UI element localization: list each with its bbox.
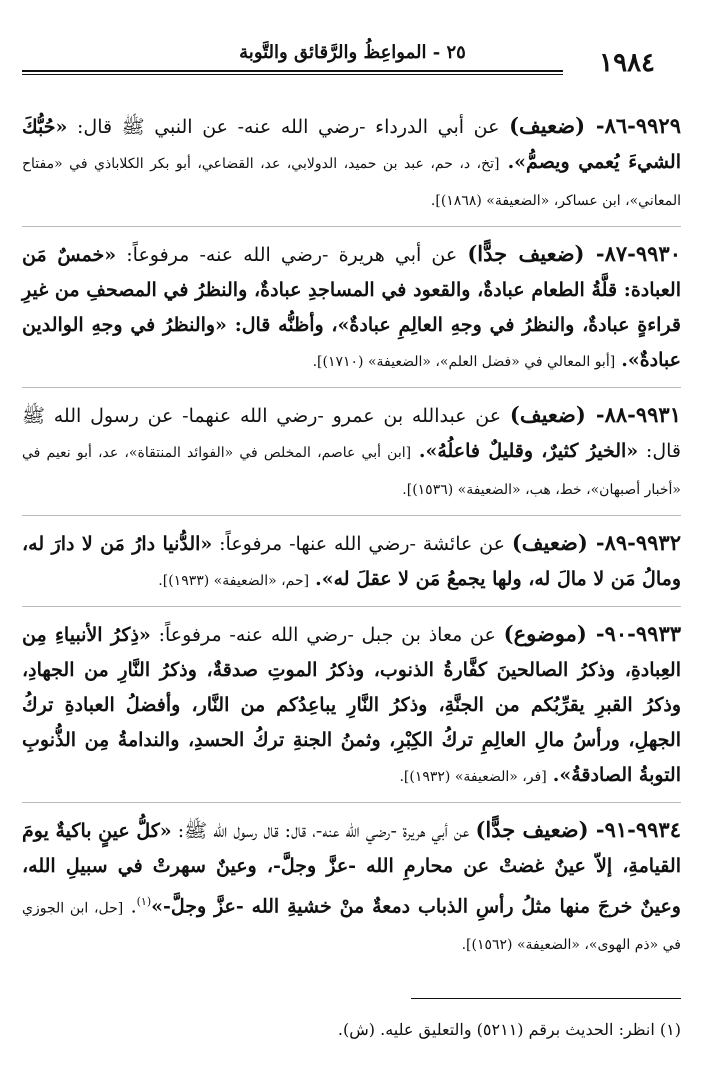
hadith-number: ٩٩٣٠-٨٧- (ضعيف جدًّا) (467, 241, 681, 266)
hadith-sources: [تخ، د، حم، عبد بن حميد، الدولابي، عد، القضاعي، أبو بكر الكلاباذي في «مفتاح المعاني»، ابن عساكر، «الضعيفة» (١٨٦٨)]. (22, 156, 681, 209)
footnote: (١) انظر: الحديث برقم (٥٢١١) والتعليق عليه. (ش). (337, 1020, 681, 1039)
running-title: ٢٥ - المواعِظُ والرَّقائق والتَّوبة (239, 42, 466, 63)
hadith-entry-9930 (22, 236, 681, 388)
hadith-sources: [ابن أبي عاصم، المخلص في «الفوائد المنتقاة»، عد، أبو نعيم في «أخبار أصبهان»، خط، هب، «الضعيفة» (١٥٣٦)]. (22, 445, 681, 498)
hadith-entry-9931 (22, 397, 681, 516)
hadith-sources: [حم، «الضعيفة» (١٩٣٣)]. (158, 573, 310, 589)
hadith-number: ٩٩٢٩-٨٦- (ضعيف) (509, 113, 681, 138)
footnote-rule (411, 998, 681, 999)
hadith-text: «الخيرُ كثيرٌ، وقليلٌ فاعلُهُ». (418, 440, 639, 462)
hadith-sources: [أبو المعالي في «فضل العلم»، «الضعيفة» (١٧١٠)]. (312, 354, 616, 370)
hadith-text: «الدُّنيا دارُ مَن لا دارَ له، ومالُ مَن لا مالَ له، ولها يجمعُ مَن لا عقلَ له». (22, 533, 681, 590)
hadith-number: ٩٩٣٣-٩٠- (موضوع) (503, 621, 682, 646)
hadith-number: ٩٩٣٢-٨٩- (ضعيف) (511, 530, 681, 555)
hadith-chain: عن أبي هريرة -رضي الله عنه- مرفوعاً: (126, 244, 458, 266)
hadith-number: ٩٩٣٤-٩١- (ضعيف جدًّا) (475, 817, 681, 842)
hadith-number: ٩٩٣١-٨٨- (ضعيف) (509, 402, 681, 427)
hadith-chain: عن عائشة -رضي الله عنها- مرفوعاً: (219, 533, 505, 555)
hadith-chain: عن عبدالله بن عمرو -رضي الله عنهما- عن رسول الله ﷺ قال: (22, 405, 681, 462)
hadith-chain: عن أبي هريرة -رضي الله عنه-، قال: قال رسول الله ﷺ: (177, 820, 470, 842)
hadith-sources: [حل، ابن الجوزي في «ذم الهوى»، «الضعيفة» (١٥٦٢)]. (22, 900, 681, 954)
hadith-entry-9934: ٩٩٣٤-٩١- (ضعيف جدًّا) عن أبي هريرة -رضي الله عنه-، قال: قال رسول الله ﷺ: «كلُّ عينٍ باكيةٌ يومَ القيامةِ، إلاّ عينٌ غضتْ عن محارمِ الله -عزَّ وجلَّ-، وعينٌ سهرتْ في سبيلِ الله، وعينٌ خرجَ منها مثلُ رأسِ الذباب دمعةٌ منْ خشيةِ الله -عزَّ وجلَّ-»$^{(١)}$. [حل، ابن الجوزي في «ذم الهوى»، «الضعيفة» (١٥٦٢)]. (22, 817, 681, 954)
hadith-chain: عن أبي الدرداء -رضي الله عنه- عن النبي ﷺ قال: (76, 116, 500, 138)
hadith-list (22, 108, 681, 979)
hadith-text: «حُبُّكَ الشيءَ يُعمي ويصمُّ». (22, 116, 681, 173)
hadith-text: «كلُّ عينٍ باكيةٌ يومَ القيامةِ، إلاّ عينٌ غضتْ عن محارمِ الله -عزَّ وجلَّ-، وعينٌ سهرتْ في سبيلِ الله، وعينٌ خرجَ منها مثلُ رأسِ الذباب دمعةٌ منْ خشيةِ الله -عزَّ وجلَّ-» (22, 820, 681, 918)
page-header (22, 42, 683, 78)
hadith-entry-9932 (22, 525, 681, 607)
hadith-chain: عن معاذ بن جبل -رضي الله عنه- مرفوعاً: (158, 624, 496, 646)
hadith-entry-9929 (22, 108, 681, 227)
footnote-ref[interactable]: (١) (136, 895, 152, 908)
header-rule (22, 70, 563, 75)
hadith-text: «ذِكرُ الأنبياءِ مِن العِبادةِ، وذكرُ الصالحينَ كفَّارةُ الذنوب، وذكرُ الموتِ صدقةٌ، وذكرُ النَّارِ من الجهادِ، وذكرُ القبرِ يقرِّبُكم من الجنَّةِ، وذكرُ النَّارِ يباعِدُكم من النَّار، وأفضلُ العبادةِ تركُ الجهلِ، ورأسُ مالِ العالِمِ تركُ الكِبْرِ، وثمنُ الجنةِ تركُ الحسدِ، والندامةُ مِن الذُّنوبِ التوبةُ الصادقةُ». (22, 624, 681, 786)
hadith-sources: [فر، «الضعيفة» (١٩٣٢)]. (399, 769, 547, 785)
hadith-text: «خمسٌ مَن العبادة: قلَّةُ الطعام عبادةٌ، والقعود في المساجدِ عبادةٌ، والنظرُ في المصحفِ من غيرِ قراءةٍ عبادةٌ، والنظرُ في وجهِ العالِمِ عبادةٌ»، وأظنُّه قال: «والنظرُ في وجهِ الوالدين عبادةٌ». (22, 244, 681, 371)
page-number: ١٩٨٤ (599, 48, 655, 78)
hadith-entry-9933 (22, 616, 681, 803)
